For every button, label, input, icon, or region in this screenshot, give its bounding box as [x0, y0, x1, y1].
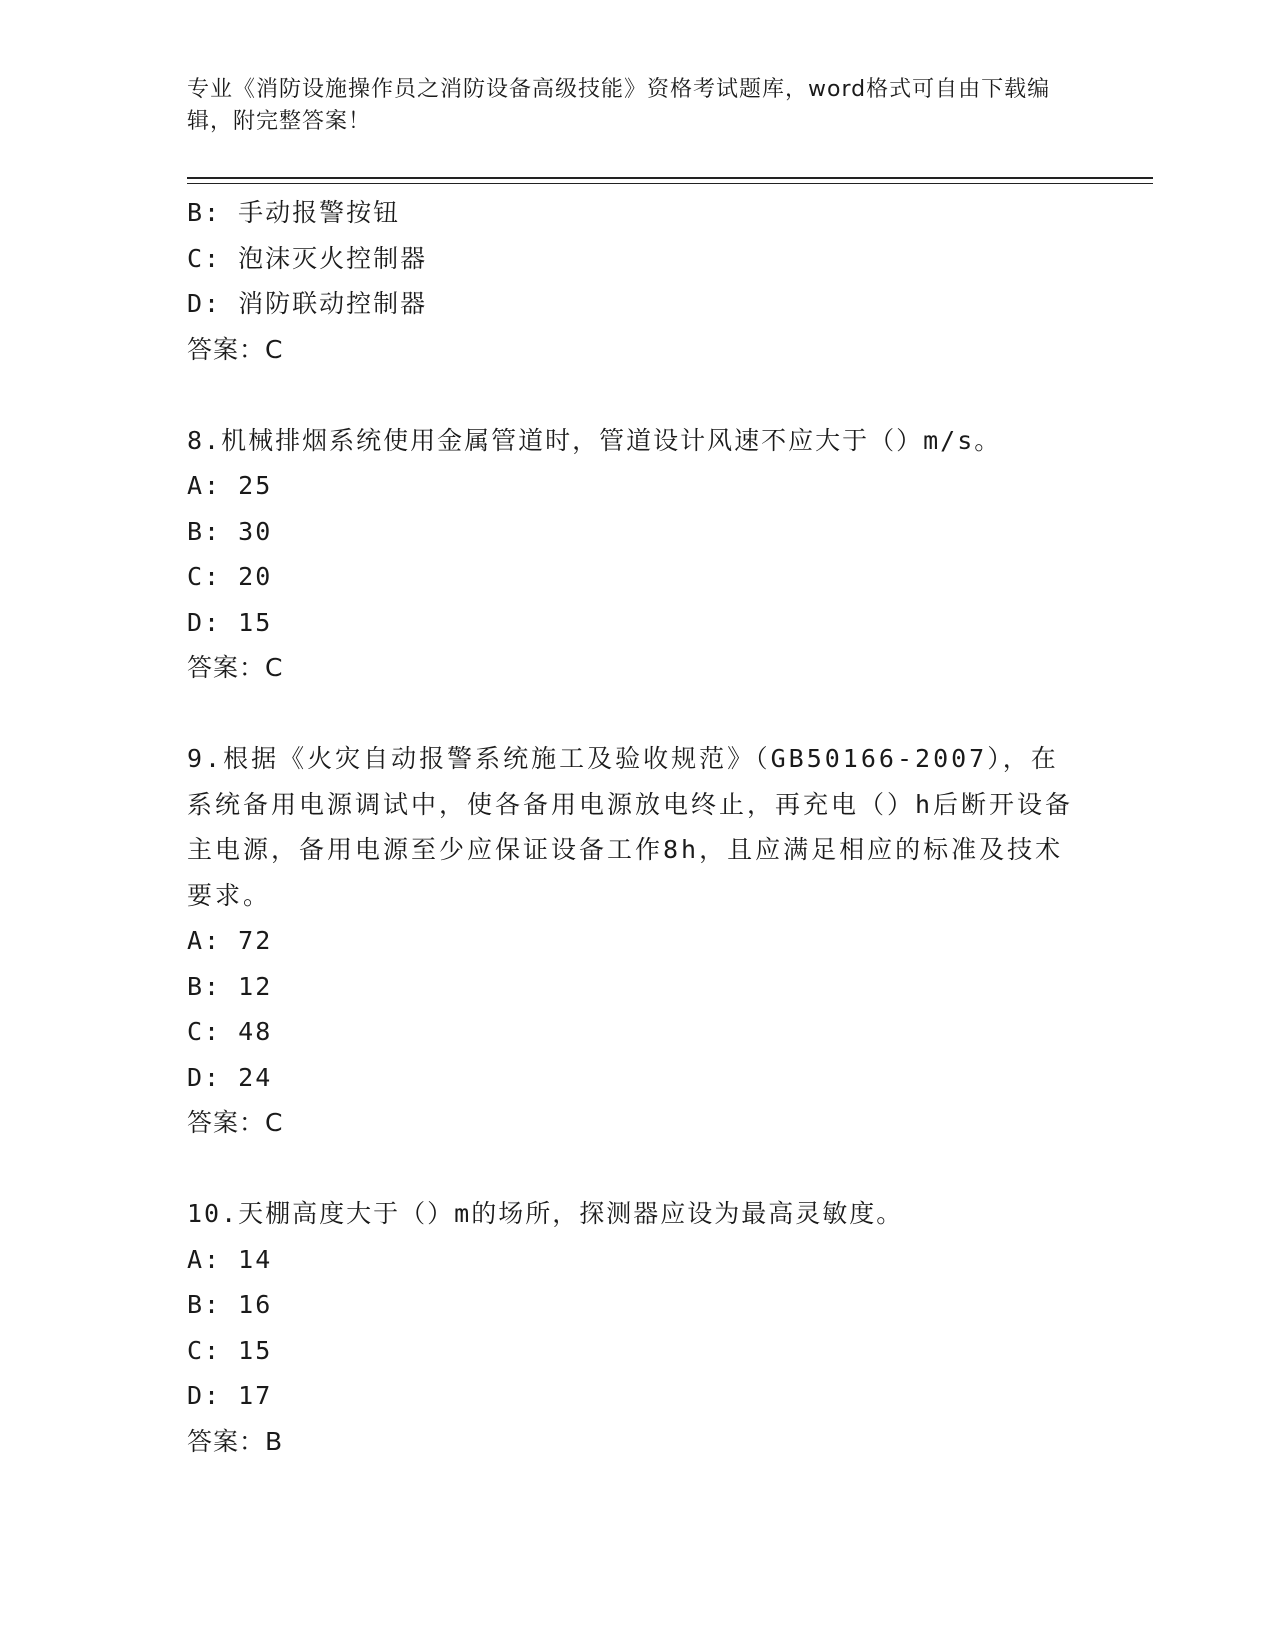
question-content — [187, 190, 1087, 1464]
option-a: A: 14 — [187, 1244, 273, 1274]
prev-question-block — [187, 190, 1087, 372]
option-c: C: 15 — [187, 1335, 273, 1365]
option-b: B: 16 — [187, 1290, 273, 1319]
header-rule-thick — [187, 177, 1153, 179]
question-block-8 — [187, 418, 1087, 691]
answer-line: 答案：C — [187, 1108, 284, 1137]
spacer — [187, 1146, 1087, 1192]
option-c: C: 48 — [187, 1017, 273, 1046]
option-c: C: 泡沫灭火控制器 — [187, 243, 428, 273]
answer-line: 答案：B — [187, 1426, 284, 1456]
option-a: A: 25 — [187, 471, 273, 500]
question-stem: 8.机械排烟系统使用金属管道时，管道设计风速不应大于（）m/s。 — [187, 425, 1002, 455]
question-block-10 — [187, 1191, 1087, 1464]
question-stem: 9.根据《火灾自动报警系统施工及验收规范》（GB50166-2007），在系统备用电源调试中，使各备用电源放电终止，再充电（）h后断开设备主电源，备用电源至少应保证设备工作8h，且应满足相应的标准及技术要求。 — [187, 744, 1074, 910]
option-d: D: 消防联动控制器 — [187, 289, 428, 318]
option-d: D: 17 — [187, 1381, 273, 1410]
option-d: D: 15 — [187, 607, 273, 637]
answer-line: 答案：C — [187, 653, 284, 682]
spacer — [187, 372, 1087, 418]
spacer — [187, 691, 1087, 737]
option-d: D: 24 — [187, 1062, 273, 1092]
option-c: C: 20 — [187, 562, 273, 591]
option-b: B: 手动报警按钮 — [187, 198, 401, 227]
option-b: B: 30 — [187, 516, 273, 546]
option-b: B: 12 — [187, 971, 273, 1001]
header-rule-thin — [187, 183, 1153, 184]
document-header: 专业《消防设施操作员之消防设备高级技能》资格考试题库，word格式可自由下载编辑，附完整答案！ — [187, 77, 1051, 134]
answer-line: 答案：C — [187, 334, 284, 364]
option-a: A: 72 — [187, 926, 273, 955]
question-stem: 10.天棚高度大于（）m的场所，探测器应设为最高灵敏度。 — [187, 1199, 904, 1228]
question-block-9 — [187, 736, 1087, 1146]
